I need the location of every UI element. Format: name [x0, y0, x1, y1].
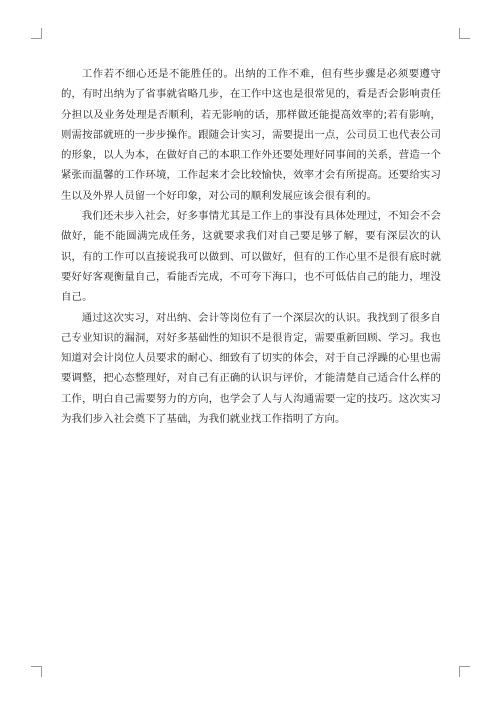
page-corner-mark-bottom-right: [459, 666, 470, 677]
paragraph-2: 我们还未步入社会，好多事情尤其是工作上的事没有具体处理过，不知会不会做好，能不能圆满完成任务，这就要求我们对自己要足够了解，要有深层次的认识，有的工作可以直接说我可以做到、可以做好，但有的工作心里不是很有底时就要好好客观衡量自己，看能否完成，不可夸下海口，也不可低估自己的能力，埋没自己。: [61, 210, 441, 304]
document-body: [61, 64, 441, 429]
paragraph-3: 通过这次实习，对出纳、会计等岗位有了一个深层次的认识。我找到了很多自己专业知识的漏洞，对好多基础性的知识不是很肯定，需要重新回顾、学习。我也知道对会计岗位人员要求的耐心、细致有了切实的体会，对于自己浮躁的心里也需要调整，把心态整理好，对自己有正确的认识与评价，才能清楚自己适合什么样的工作，明白自己需要努力的方向，也学会了人与人沟通需要一定的技巧。这次实习为我们步入社会奠下了基础，为我们就业找工作指明了方向。: [61, 311, 441, 426]
page-corner-mark-top-left: [31, 28, 42, 39]
page-corner-mark-bottom-left: [31, 666, 42, 677]
paragraph-1: 工作若不细心还是不能胜任的。出纳的工作不难，但有些步骤是必须要遵守的，有时出纳为了省事就省略几步，在工作中这也是很常见的，看是否会影响责任分担以及业务处理是否顺利，若无影响的话，那样做还能提高效率的;若有影响，则需按部就班的一步步操作。跟随会计实习，需要提出一点，公司员工也代表公司的形象，以人为本，在做好自己的本职工作外还要处理好同事间的关系，营造一个紧张而温馨的工作环境，工作起来才会比较愉快，效率才会有所提高。还要给实习生以及外界人员留一个好印象，对公司的顺利发展应该会很有利的。: [61, 68, 441, 202]
page-corner-mark-top-right: [459, 28, 470, 39]
